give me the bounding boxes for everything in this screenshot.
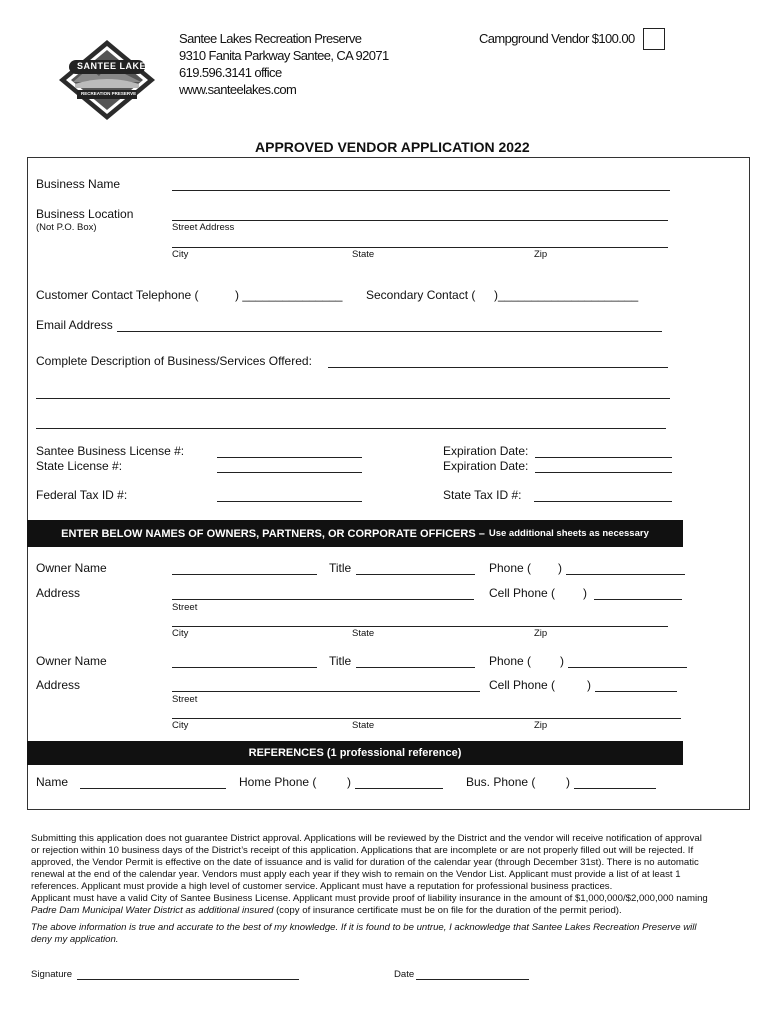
owners-section-band [27, 520, 683, 547]
owner-1-address-label: Address [36, 586, 81, 600]
santee-expiration-input[interactable] [535, 443, 672, 458]
street-address-input[interactable] [172, 206, 668, 221]
owner-2-cell-close: ) [587, 678, 591, 692]
reference-home-phone-close: ) [347, 775, 351, 789]
not-po-box-note: (Not P.O. Box) [36, 222, 97, 233]
owner-1-cell-label: Cell Phone ( [489, 586, 556, 600]
reference-bus-phone-label: Bus. Phone ( [466, 775, 536, 789]
disclaimer-line-3: approved, the Vendor Permit is effective on the date of issuance and is valid for duration of the calendar year (through December 31st). There is no automatic [31, 857, 699, 868]
state-tax-input[interactable] [534, 487, 672, 502]
campground-vendor-checkbox[interactable] [643, 28, 665, 50]
page-title: APPROVED VENDOR APPLICATION 2022 [255, 139, 530, 155]
owner-2-cell-input[interactable] [595, 677, 677, 692]
owner-2-title-label: Title [329, 654, 352, 668]
owner-1-address-input[interactable] [172, 585, 474, 600]
email-input[interactable] [117, 317, 662, 332]
attestation-line-2: deny my application. [31, 934, 119, 945]
reference-home-phone-input[interactable] [355, 774, 443, 789]
owner-1-phone-input[interactable] [566, 560, 685, 575]
reference-bus-phone-close: ) [566, 775, 570, 789]
santee-license-input[interactable] [217, 443, 362, 458]
description-input-line-1[interactable] [328, 353, 668, 368]
owner-2-city-state-zip-input[interactable] [172, 704, 681, 719]
references-band-label: REFERENCES (1 professional reference) [248, 747, 462, 759]
owner-2-phone-label: Phone ( [489, 654, 532, 668]
owner-2-address-input[interactable] [172, 677, 480, 692]
owner-1-city-caption: City [172, 628, 189, 639]
attestation-line-1: The above information is true and accurate to the best of my knowledge. If it is found to be untrue, I acknowledge that Santee Lakes Recreation Preserve will [31, 922, 697, 933]
owners-band-note: Use additional sheets as necessary [488, 528, 649, 539]
disclaimer-line-4: renewal at the end of the calendar year. Vendors must apply each year if they wish to remain on the Vendor List. Applicant must provide a list of at least 1 [31, 869, 681, 880]
business-name-input[interactable] [172, 176, 670, 191]
zip-caption: Zip [534, 249, 548, 260]
federal-tax-input[interactable] [217, 487, 362, 502]
owner-1-city-state-zip-input[interactable] [172, 612, 668, 627]
disclaimer-line-6: Applicant must have a valid City of Santee Business License. Applicant must provide proof of liability insurance in the amount of $1,000,000/$2,000,000 naming [31, 893, 708, 904]
disclaimer-line-2: or rejection within 10 business days of the District’s receipt of this application. Applications that are incomplete or are not properly filled out will be rejected. If [31, 845, 694, 856]
owner-2-name-input[interactable] [172, 653, 317, 668]
owner-1-state-caption: State [352, 628, 375, 639]
state-license-input[interactable] [217, 458, 362, 473]
insurance-note: (copy of insurance certificate must be on file for the duration of the permit period). [273, 905, 622, 916]
signature-input[interactable] [77, 968, 299, 980]
federal-tax-label: Federal Tax ID #: [36, 488, 128, 502]
business-location-label: Business Location [36, 207, 134, 221]
contact-phone-label: Customer Contact Telephone ( [36, 288, 199, 302]
org-name: Santee Lakes Recreation Preserve [179, 31, 362, 46]
business-name-label: Business Name [36, 177, 121, 191]
reference-home-phone-label: Home Phone ( [239, 775, 317, 789]
reference-bus-phone-input[interactable] [574, 774, 656, 789]
logo-text-top: SANTEE LAKES [77, 61, 153, 71]
owner-2-street-caption: Street [172, 694, 198, 705]
additional-insured-text: Padre Dam Municipal Water District as additional insured [31, 905, 274, 916]
org-website[interactable]: www.santeelakes.com [179, 82, 297, 97]
street-address-caption: Street Address [172, 222, 235, 233]
description-input-line-2[interactable] [36, 384, 670, 399]
org-address: 9310 Fanita Parkway Santee, CA 92071 [179, 48, 389, 63]
owner-1-phone-close: ) [558, 561, 562, 575]
city-caption: City [172, 249, 189, 260]
owner-2-cell-label: Cell Phone ( [489, 678, 556, 692]
references-section-band [27, 741, 683, 765]
state-license-label: State License #: [36, 459, 123, 473]
date-label: Date [394, 969, 415, 980]
owner-2-state-caption: State [352, 720, 375, 731]
owner-1-title-label: Title [329, 561, 352, 575]
contact-phone-field[interactable]: ) _______________ [235, 288, 343, 302]
city-state-zip-input[interactable] [172, 233, 668, 248]
owner-1-title-input[interactable] [356, 560, 475, 575]
description-input-line-3[interactable] [36, 414, 666, 429]
logo-text-bottom: RECREATION PRESERVE [81, 91, 137, 96]
owner-2-phone-close: ) [560, 654, 564, 668]
owner-1-street-caption: Street [172, 602, 198, 613]
owner-1-zip-caption: Zip [534, 628, 548, 639]
disclaimer-line-5: references. Applicant must provide a high level of customer service. Applicant must have a reputation for professional business practices. [31, 881, 613, 892]
owner-1-name-label: Owner Name [36, 561, 107, 575]
owner-2-title-input[interactable] [356, 653, 475, 668]
email-label: Email Address [36, 318, 113, 332]
state-expiration-input[interactable] [535, 458, 672, 473]
santee-license-label: Santee Business License #: [36, 444, 185, 458]
reference-name-label: Name [36, 775, 69, 789]
owner-1-cell-close: ) [583, 586, 587, 600]
disclaimer-line-7 [31, 905, 622, 917]
santee-lakes-logo [55, 38, 159, 122]
disclaimer-line-1: Submitting this application does not guarantee District approval. Applications will be reviewed by the District and the vendor will receive notification of approval [31, 833, 702, 844]
owner-2-city-caption: City [172, 720, 189, 731]
description-label: Complete Description of Business/Services Offered: [36, 354, 312, 368]
owner-2-address-label: Address [36, 678, 81, 692]
state-tax-label: State Tax ID #: [443, 488, 522, 502]
signature-label: Signature [31, 969, 73, 980]
santee-expiration-label: Expiration Date: [443, 444, 529, 458]
secondary-contact-label: Secondary Contact ( [366, 288, 476, 302]
owners-band-main: ENTER BELOW NAMES OF OWNERS, PARTNERS, OR CORPORATE OFFICERS – [61, 527, 485, 540]
date-input[interactable] [416, 968, 529, 980]
org-phone: 619.596.3141 office [179, 65, 282, 80]
owner-1-phone-label: Phone ( [489, 561, 532, 575]
owner-1-cell-input[interactable] [594, 585, 682, 600]
owner-2-name-label: Owner Name [36, 654, 107, 668]
reference-name-input[interactable] [80, 774, 226, 789]
state-expiration-label: Expiration Date: [443, 459, 529, 473]
owner-2-zip-caption: Zip [534, 720, 548, 731]
state-caption: State [352, 249, 375, 260]
owner-1-name-input[interactable] [172, 560, 317, 575]
secondary-contact-field[interactable]: )_____________________ [494, 288, 639, 302]
vendor-type-label: Campground Vendor $100.00 [479, 31, 635, 46]
owner-2-phone-input[interactable] [568, 653, 687, 668]
